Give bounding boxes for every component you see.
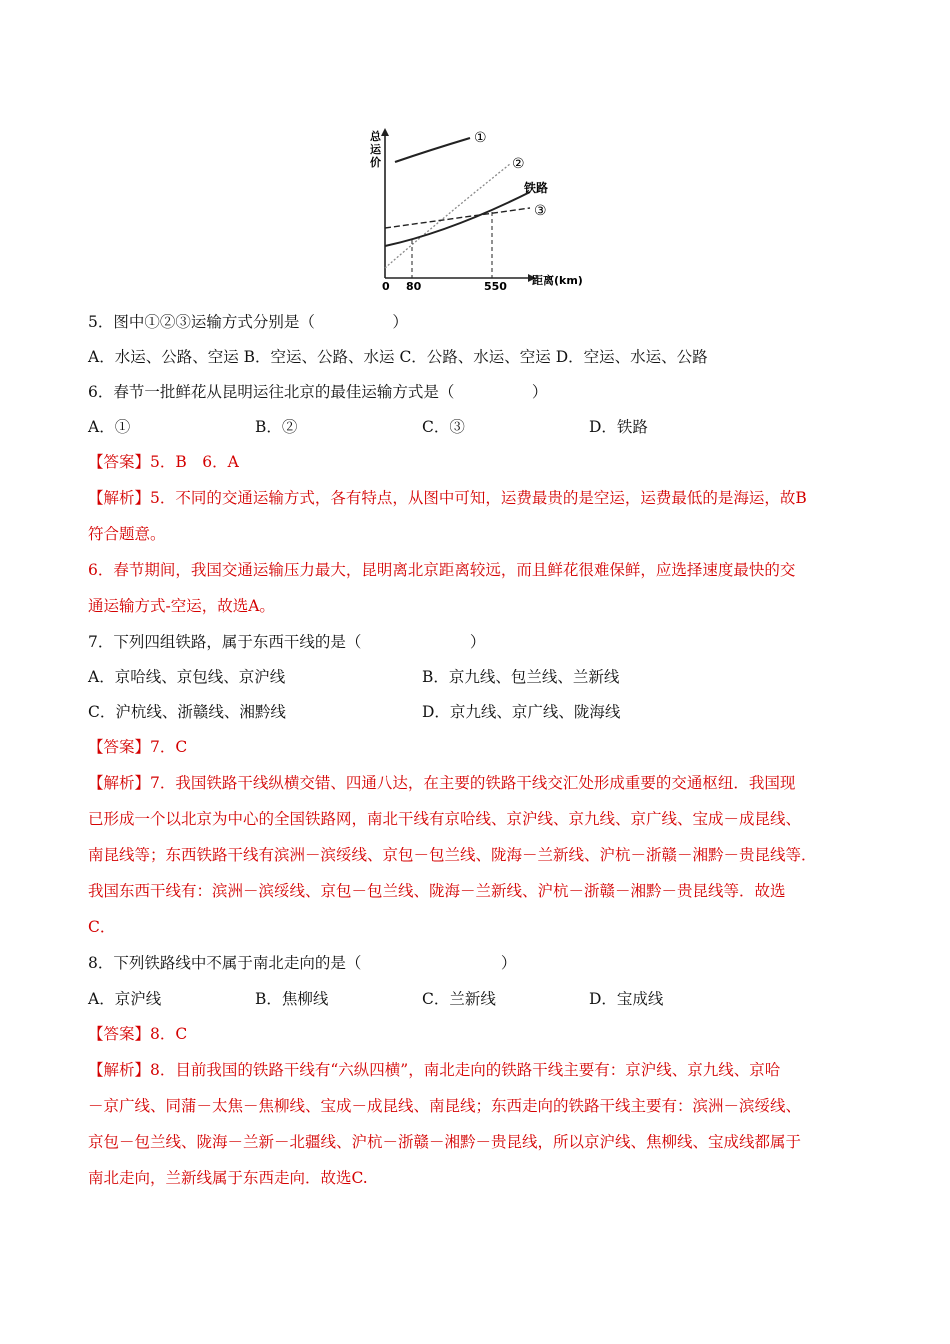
q6-option-a: A．① [88,418,131,436]
explanation-6-line-2: 通运输方式-空运，故选A。 [88,597,275,615]
x-label: 距离(km) [532,274,583,287]
q7-option-d: D．京九线、京广线、陇海线 [422,703,621,721]
explanation-5-line-1: 【解析】5．不同的交通运输方式，各有特点，从图中可知，运费最贵的是空运，运费最低的是海运，故B [88,489,807,507]
explanation-7-line-2: 已形成一个以北京为中心的全国铁路网，南北干线有京哈线、京沪线、京九线、京广线、宝成－成昆线、 [88,810,802,828]
curve-3-label: ③ [534,203,547,219]
explanation-5-line-2: 符合题意。 [88,525,166,543]
x-tick-80: 80 [406,280,422,292]
y-label-2: 运 [370,143,381,156]
y-axis-arrow [381,128,389,136]
x-tick-550: 550 [484,280,507,292]
curve-railway [385,192,530,246]
q8-option-d: D．宝成线 [589,990,664,1008]
explanation-7-line-3: 南昆线等；东西铁路干线有滨洲－滨绥线、京包－包兰线、陇海－兰新线、沪杭－浙赣－湘黔－贵昆线等． [88,846,817,864]
q8-option-c: C．兰新线 [422,990,496,1008]
answer-8: 【答案】8．C [88,1025,188,1043]
transport-cost-figure [360,120,600,292]
explanation-8-line-1: 【解析】8．目前我国的铁路干线有“六纵四横”，南北走向的铁路干线主要有：京沪线、京九线、京哈 [88,1061,781,1079]
q6-stem: 6．春节一批鲜花从昆明运往北京的最佳运输方式是（ ） [88,383,548,401]
y-label-1: 总 [370,130,381,143]
explanation-7-line-5: C． [88,918,116,936]
y-label-3: 价 [370,156,381,169]
q6-option-b: B．② [255,418,298,436]
q5-options: A．水运、公路、空运 B．空运、公路、水运 C．公路、水运、空运 D．空运、水运、公路 [88,348,708,366]
q8-option-a: A．京沪线 [88,990,162,1008]
explanation-8-line-3: 京包－包兰线、陇海－兰新－北疆线、沪杭－浙赣－湘黔－贵昆线，所以京沪线、焦柳线、宝成线都属于 [88,1133,802,1151]
curve-1-label: ① [474,130,487,146]
curve-2 [385,164,510,268]
answer-5-6: 【答案】5．B 6．A [88,453,239,471]
explanation-7-line-4: 我国东西干线有：滨洲－滨绥线、京包－包兰线、陇海－兰新线、沪杭－浙赣－湘黔－贵昆线等．故选 [88,882,786,900]
explanation-7-line-1: 【解析】7．我国铁路干线纵横交错、四通八达，在主要的铁路干线交汇处形成重要的交通枢纽．我国现 [88,774,796,792]
q8-option-b: B．焦柳线 [255,990,329,1008]
explanation-8-line-4: 南北走向，兰新线属于东西走向．故选C. [88,1169,368,1187]
q8-stem: 8．下列铁路线中不属于南北走向的是（ ） [88,954,517,972]
curve-2-label: ② [512,156,525,172]
answer-7: 【答案】7．C [88,738,188,756]
explanation-6-line-1: 6．春节期间，我国交通运输压力最大，昆明离北京距离较远，而且鲜花很难保鲜，应选择速度最快的交 [88,561,796,579]
explanation-8-line-2: －京广线、同蒲－太焦－焦柳线、宝成－成昆线、南昆线；东西走向的铁路干线主要有：滨洲－滨绥线、 [88,1097,802,1115]
q7-option-a: A．京哈线、京包线、京沪线 [88,668,286,686]
curve-railway-label: 铁路 [524,181,549,195]
q6-option-c: C．③ [422,418,465,436]
curve-1 [395,138,470,162]
cost-distance-graph [360,120,600,292]
x-origin-label: 0 [382,280,390,292]
q7-option-b: B．京九线、包兰线、兰新线 [422,668,620,686]
q7-stem: 7．下列四组铁路，属于东西干线的是（ ） [88,633,486,651]
q7-option-c: C．沪杭线、浙赣线、湘黔线 [88,703,286,721]
q6-option-d: D．铁路 [589,418,648,436]
q5-stem: 5．图中①②③运输方式分别是（ ） [88,313,408,331]
